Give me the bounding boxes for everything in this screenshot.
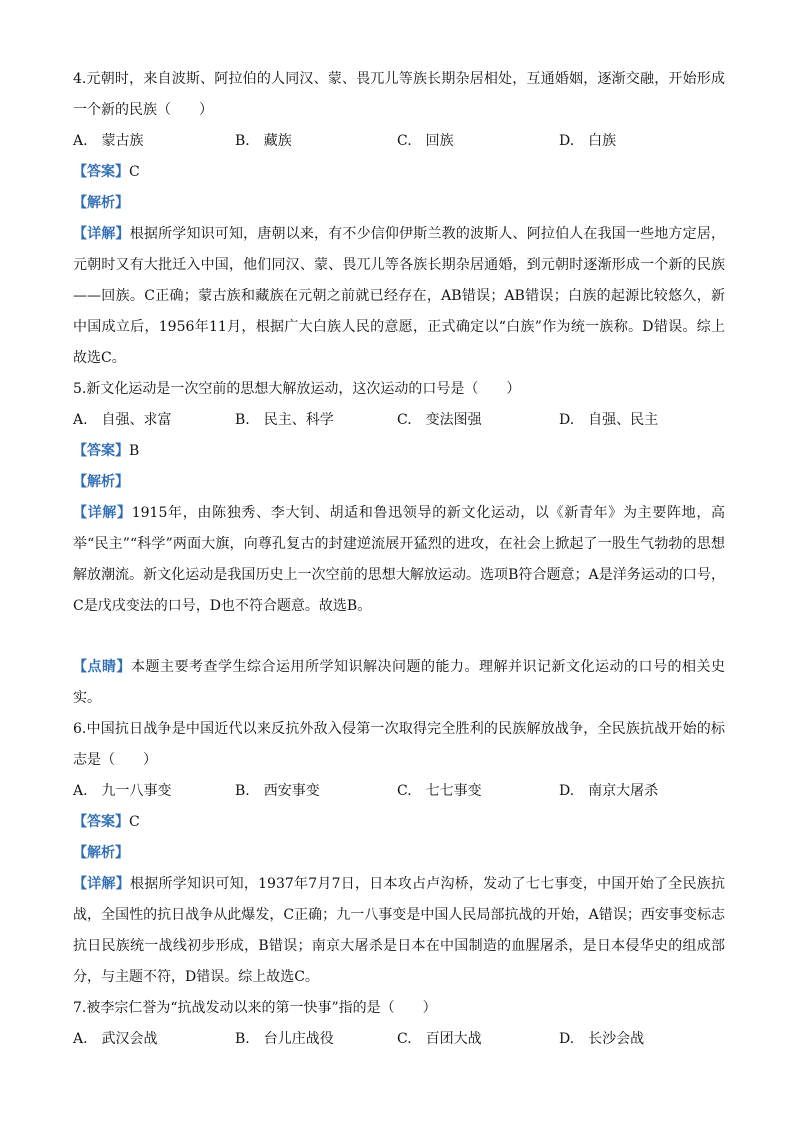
option-b: B. 藏族 — [235, 133, 292, 149]
question-4-detail: 【详解】根据所学知识可知，唐朝以来，有不少信仰伊斯兰教的波斯人、阿拉伯人在我国一些地方定居，元朝时又有大批迁入中国，他们同汉、蒙、畏兀儿等各族长期杂居通婚，到元朝时逐渐形成一个新的民族——回族。C正确；蒙古族和藏族在元朝之前就已经存在，AB错误；AB错误；白族的起源比较悠久，新中国成立后，1956年11月，根据广大白族人民的意愿，正式确定以“白族”作为统一族称。D错误。综上故选C。 — [73, 226, 726, 366]
question-5-stem: 5.新文化运动是一次空前的思想大解放运动，这次运动的口号是（ ） — [73, 381, 521, 397]
question-7-stem: 7.被李宗仁誉为“抗战发动以来的第一快事”指的是（ ） — [73, 1000, 437, 1016]
question-4-options — [73, 126, 725, 157]
option-b: B. 西安事变 — [235, 783, 320, 799]
option-b: B. 台儿庄战役 — [235, 1031, 334, 1047]
question-5-options — [73, 405, 725, 436]
question-6-detail: 【详解】根据所学知识可知，1937年7月7日，日本攻占卢沟桥，发动了七七事变，中国开始了全民族抗战，全国性的抗日战争从此爆发，C正确；九一八事变是中国人民局部抗战的开始，A错误；西安事变标志抗日民族统一战线初步形成，B错误；南京大屠杀是日本在中国制造的血腥屠杀，是日本侵华史的组成部分，与主题不符，D错误。综上故选C。 — [73, 876, 726, 985]
answer-value: C — [129, 814, 140, 830]
question-5-comment: 【点睛】本题主要考查学生综合运用所学知识解决问题的能力。理解并识记新文化运动的口号的相关史实。 — [73, 659, 725, 706]
option-d: D. 自强、民主 — [559, 412, 659, 428]
analysis-label: 解析 — [87, 845, 115, 861]
answer-value: B — [129, 443, 140, 459]
answer-label: 答案 — [87, 164, 115, 180]
option-d: D. 南京大屠杀 — [559, 783, 659, 799]
answer-value: C — [129, 164, 140, 180]
option-d: D. 长沙会战 — [559, 1031, 645, 1047]
option-d: D. 白族 — [559, 133, 617, 149]
comment-text: 本题主要考查学生综合运用所学知识解决问题的能力。理解并识记新文化运动的口号的相关史实。 — [73, 659, 725, 706]
question-4-answer: 【答案】C — [73, 164, 140, 180]
option-a: A. 蒙古族 — [73, 133, 144, 149]
option-a: A. 自强、求富 — [73, 412, 172, 428]
question-5-analysis-heading: 【解析】 — [73, 474, 129, 490]
spacer — [73, 622, 725, 652]
question-6-answer: 【答案】C — [73, 814, 140, 830]
option-c: C. 七七事变 — [397, 783, 482, 799]
comment-label: 点睛 — [87, 659, 117, 675]
question-4-stem: 4.元朝时，来自波斯、阿拉伯的人同汉、蒙、畏兀儿等族长期杂居相处，互通婚姻，逐渐交融，开始形成一个新的民族（ ） — [73, 71, 725, 118]
option-c: C. 百团大战 — [397, 1031, 482, 1047]
question-5-answer: 【答案】B — [73, 443, 140, 459]
option-c: C. 回族 — [397, 133, 454, 149]
question-6-analysis-heading: 【解析】 — [73, 845, 129, 861]
option-b: B. 民主、科学 — [235, 412, 334, 428]
detail-text: 1915年，由陈独秀、李大钊、胡适和鲁迅领导的新文化运动，以《新青年》为主要阵地，高举“民主”“科学”两面大旗，向尊孔复古的封建逆流展开猛烈的进攻，在社会上掀起了一股生气勃勃的思想解放潮流。新文化运动是我国历史上一次空前的思想大解放运动。选项B符合题意；A是洋务运动的口号，C是戊戌变法的口号，D也不符合题意。故选B。 — [73, 505, 726, 614]
detail-label: 详解 — [87, 505, 118, 521]
question-6-stem: 6.中国抗日战争是中国近代以来反抗外敌入侵第一次取得完全胜利的民族解放战争，全民族抗战开始的标志是（ ） — [73, 721, 725, 768]
analysis-label: 解析 — [87, 195, 115, 211]
detail-label: 详解 — [87, 226, 116, 242]
answer-label: 答案 — [87, 814, 115, 830]
detail-label: 详解 — [87, 876, 116, 892]
question-4-analysis-heading: 【解析】 — [73, 195, 129, 211]
analysis-label: 解析 — [87, 474, 115, 490]
page-content — [73, 64, 725, 1055]
question-7-options — [73, 1024, 725, 1055]
question-6-options — [73, 776, 725, 807]
detail-text: 根据所学知识可知，唐朝以来，有不少信仰伊斯兰教的波斯人、阿拉伯人在我国一些地方定居，元朝时又有大批迁入中国，他们同汉、蒙、畏兀儿等各族长期杂居通婚，到元朝时逐渐形成一个新的民族——回族。C正确；蒙古族和藏族在元朝之前就已经存在，AB错误；AB错误；白族的起源比较悠久，新中国成立后，1956年11月，根据广大白族人民的意愿，正式确定以“白族”作为统一族称。D错误。综上故选C。 — [73, 226, 726, 366]
question-5-detail: 【详解】1915年，由陈独秀、李大钊、胡适和鲁迅领导的新文化运动，以《新青年》为主要阵地，高举“民主”“科学”两面大旗，向尊孔复古的封建逆流展开猛烈的进攻，在社会上掀起了一股生气勃勃的思想解放潮流。新文化运动是我国历史上一次空前的思想大解放运动。选项B符合题意；A是洋务运动的口号，C是戊戌变法的口号，D也不符合题意。故选B。 — [73, 505, 726, 614]
detail-text: 根据所学知识可知，1937年7月7日，日本攻占卢沟桥，发动了七七事变，中国开始了全民族抗战，全国性的抗日战争从此爆发，C正确；九一八事变是中国人民局部抗战的开始，A错误；西安事变标志抗日民族统一战线初步形成，B错误；南京大屠杀是日本在中国制造的血腥屠杀，是日本侵华史的组成部分，与主题不符，D错误。综上故选C。 — [73, 876, 726, 985]
option-a: A. 武汉会战 — [73, 1031, 158, 1047]
option-c: C. 变法图强 — [397, 412, 482, 428]
option-a: A. 九一八事变 — [73, 783, 172, 799]
answer-label: 答案 — [87, 443, 115, 459]
